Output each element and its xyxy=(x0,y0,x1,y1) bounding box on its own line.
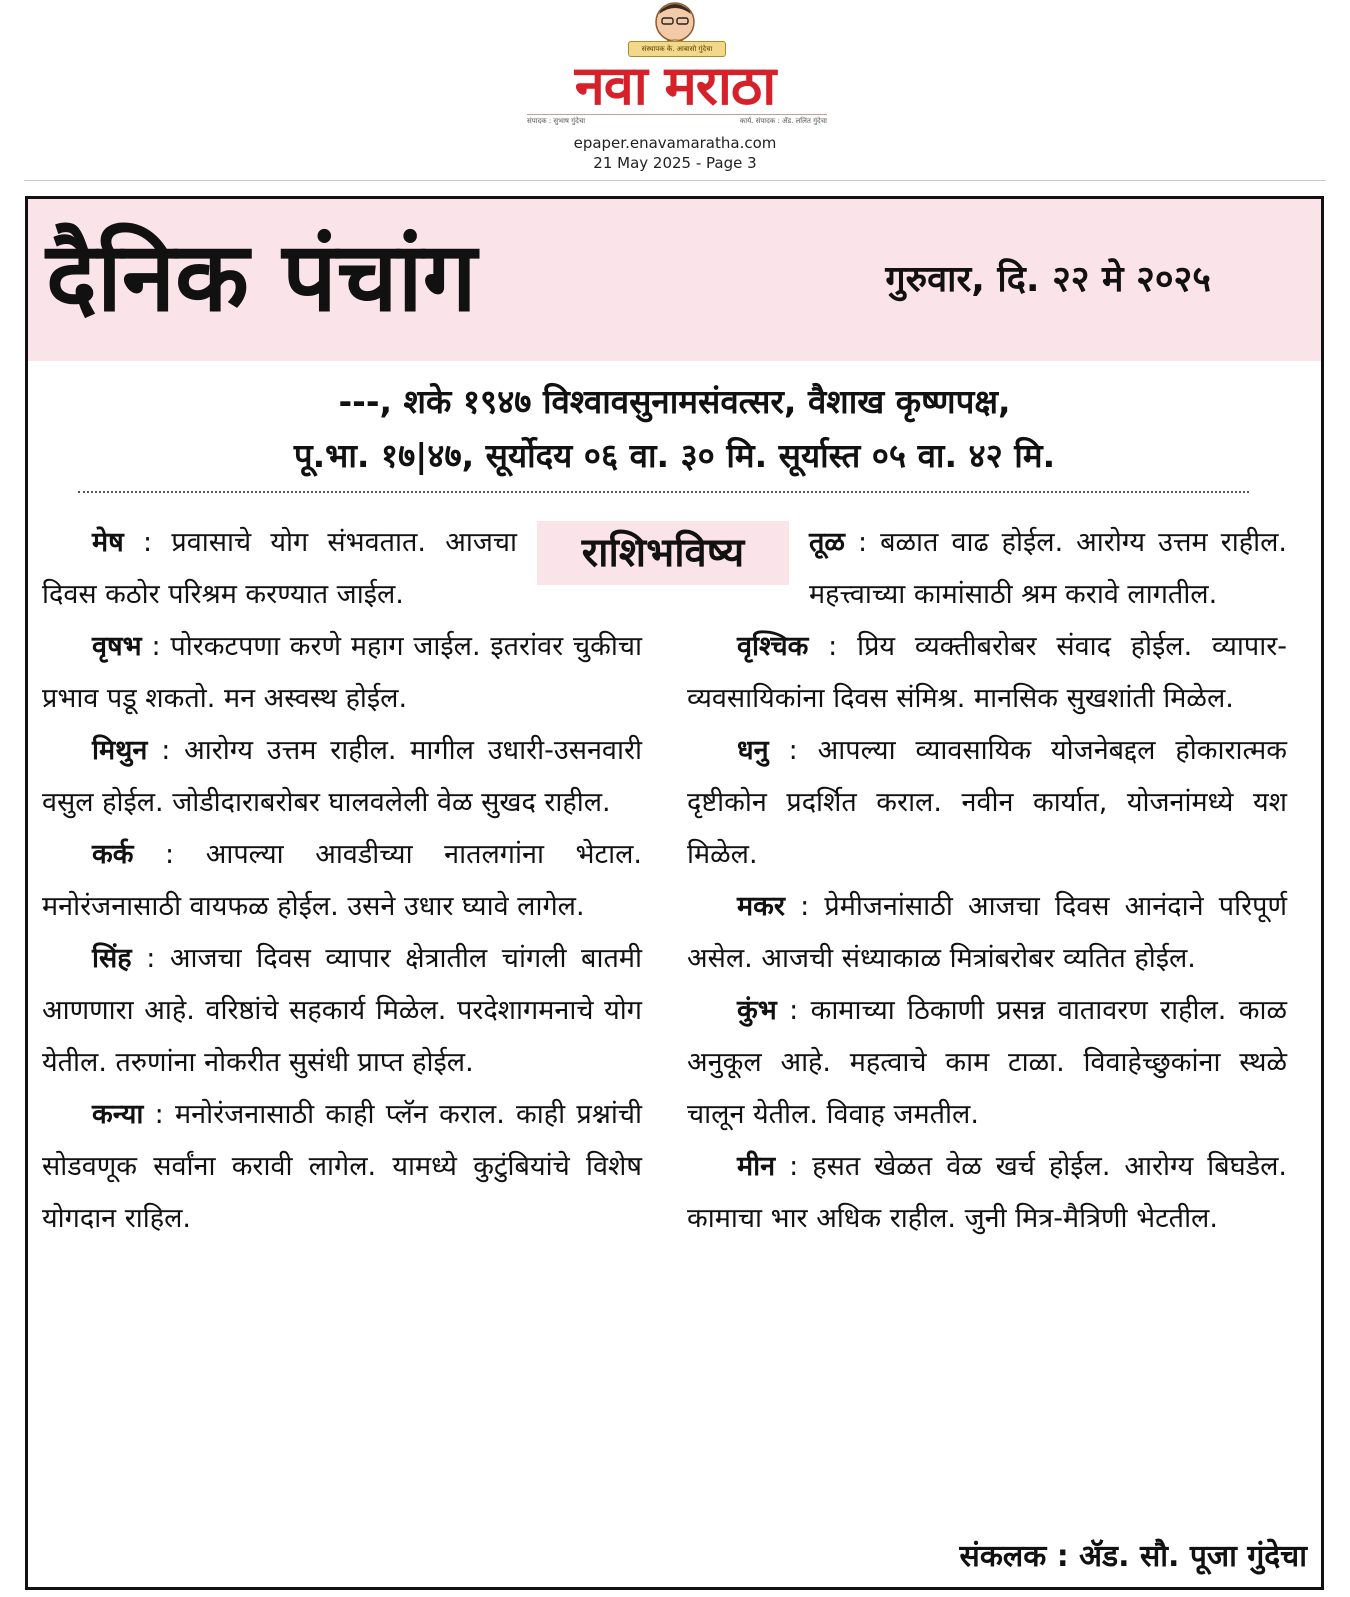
sep: : xyxy=(789,1151,799,1182)
sign-name: मीन xyxy=(737,1151,776,1182)
sign-makar xyxy=(687,881,1287,985)
sep: : xyxy=(154,1099,164,1130)
editor-line xyxy=(527,114,827,127)
sep: : xyxy=(146,943,156,974)
panchang-frame xyxy=(25,196,1324,1590)
sign-text: कामाच्या ठिकाणी प्रसन्न वातावरण राहील. काळ अनुकूल आहे. महत्वाचे काम टाळा. विवाहेच्छुकांना स्थळे चालून येतील. विवाह जमतील. xyxy=(687,995,1287,1130)
sign-meen xyxy=(687,1141,1287,1245)
editor-right: कार्य. संपादक : ॲड. ललित गुंदेचा xyxy=(739,117,827,125)
sep: : xyxy=(789,995,799,1026)
dotted-divider xyxy=(78,491,1249,493)
sign-name: कर्क xyxy=(92,839,134,870)
sign-name: धनु xyxy=(737,735,769,766)
sign-name: कन्या xyxy=(92,1099,144,1130)
sign-text: आजचा दिवस व्यापार क्षेत्रातील चांगली बातमी आणणारा आहे. वरिष्ठांचे सहकार्य मिळेल. परदेशागमनाचे योग येतील. तरुणांना नोकरीत सुसंधी प्राप्त होईल. xyxy=(42,943,642,1078)
page-info: 21 May 2025 - Page 3 xyxy=(593,154,757,172)
info-line-1: ---, शके १९४७ विश्वावसुनामसंवत्सर, वैशाख कृष्णपक्ष, xyxy=(338,382,1011,421)
section-title: राशिभविष्य xyxy=(537,521,789,585)
sign-mesh xyxy=(42,517,517,621)
sign-text: हसत खेळत वेळ खर्च होईल. आरोग्य बिघडेल. कामाचा भार अधिक राहील. जुनी मित्र-मैत्रिणी भेटतील. xyxy=(687,1151,1287,1234)
sign-mithun xyxy=(42,725,642,829)
sign-name: तूळ xyxy=(809,527,845,558)
sign-text: पोरकटपणा करणे महाग जाईल. इतरांवर चुकीचा प्रभाव पडू शकतो. मन अस्वस्थ होईल. xyxy=(42,631,642,714)
sep: : xyxy=(857,527,868,558)
sign-text: बळात वाढ होईल. आरोग्य उत्तम राहील. महत्त्वाच्या कामांसाठी श्रम करावे लागतील. xyxy=(809,527,1287,610)
editor-left: संपादक : सुभाष गुंदेचा xyxy=(527,117,586,125)
sign-text: मनोरंजनासाठी काही प्लॅन कराल. काही प्रश्नांची सोडवणूक सर्वांना करावी लागेल. यामध्ये कुटुंबियांचे विशेष योगदान राहिल. xyxy=(42,1099,642,1234)
sign-name: कुंभ xyxy=(737,995,777,1026)
panchang-info xyxy=(28,375,1321,483)
sign-sinh xyxy=(42,933,642,1089)
sign-kark xyxy=(42,829,642,933)
site-url[interactable]: epaper.enavamaratha.com xyxy=(573,134,777,152)
panchang-header xyxy=(28,199,1321,361)
sign-name: मकर xyxy=(737,891,785,922)
date-line: गुरुवार, दि. २२ मे २०२५ xyxy=(885,259,1211,300)
sep: : xyxy=(788,735,798,766)
brand-logo: नवा मराठा xyxy=(574,54,776,117)
sign-text: प्रेमीजनांसाठी आजचा दिवस आनंदाने परिपूर्ण असेल. आजची संध्याकाळ मित्रांबरोबर व्यतित होईल. xyxy=(687,891,1287,974)
sign-tul xyxy=(809,517,1287,621)
sep: : xyxy=(151,631,161,662)
sign-text: आपल्या व्यावसायिक योजनेबद्दल होकारात्मक दृष्टीकोन प्रदर्शित कराल. नवीन कार्यात, योजनांमध्ये यश मिळेल. xyxy=(687,735,1287,870)
sign-name: वृश्चिक xyxy=(737,631,809,662)
sign-name: सिंह xyxy=(92,943,132,974)
sign-vrishabh xyxy=(42,621,642,725)
sep: : xyxy=(828,631,838,662)
masthead xyxy=(0,0,1350,180)
sign-kumbh xyxy=(687,985,1287,1141)
info-line-2: पू.भा. १७|४७, सूर्योदय ०६ वा. ३० मि. सूर्यास्त ०५ वा. ४२ मि. xyxy=(293,436,1056,475)
sign-text: आरोग्य उत्तम राहील. मागील उधारी-उसनवारी वसुल होईल. जोडीदाराबरोबर घालवलेली वेळ सुखद राहील. xyxy=(42,735,642,818)
sign-vrishchik xyxy=(687,621,1287,725)
sign-text: प्रिय व्यक्तीबरोबर संवाद होईल. व्यापार-व्यवसायिकांना दिवस संमिश्र. मानसिक सुखशांती मिळेल. xyxy=(687,631,1287,714)
sep: : xyxy=(143,527,153,558)
founder-ribbon: संस्थापक के. आबासो गुंदेचा xyxy=(628,41,726,57)
sep: : xyxy=(161,735,171,766)
compiler-credit: संकलक : ॲड. सौ. पूजा गुंदेचा xyxy=(959,1539,1307,1574)
sign-name: मिथुन xyxy=(92,735,148,766)
right-column xyxy=(687,517,1287,1245)
sep: : xyxy=(165,839,175,870)
sign-kanya xyxy=(42,1089,642,1245)
page-title: दैनिक पंचांग xyxy=(46,221,477,333)
sign-dhanu xyxy=(687,725,1287,881)
masthead-divider xyxy=(24,180,1326,181)
sep: : xyxy=(800,891,810,922)
sign-text: आपल्या आवडीच्या नातलगांना भेटाल. मनोरंजनासाठी वायफळ होईल. उसने उधार घ्यावे लागेल. xyxy=(42,839,642,922)
left-column xyxy=(42,517,642,1245)
sign-name: मेष xyxy=(92,527,124,558)
sign-name: वृषभ xyxy=(92,631,142,662)
sign-text: प्रवासाचे योग संभवतात. आजचा दिवस कठोर परिश्रम करण्यात जाईल. xyxy=(42,527,517,610)
